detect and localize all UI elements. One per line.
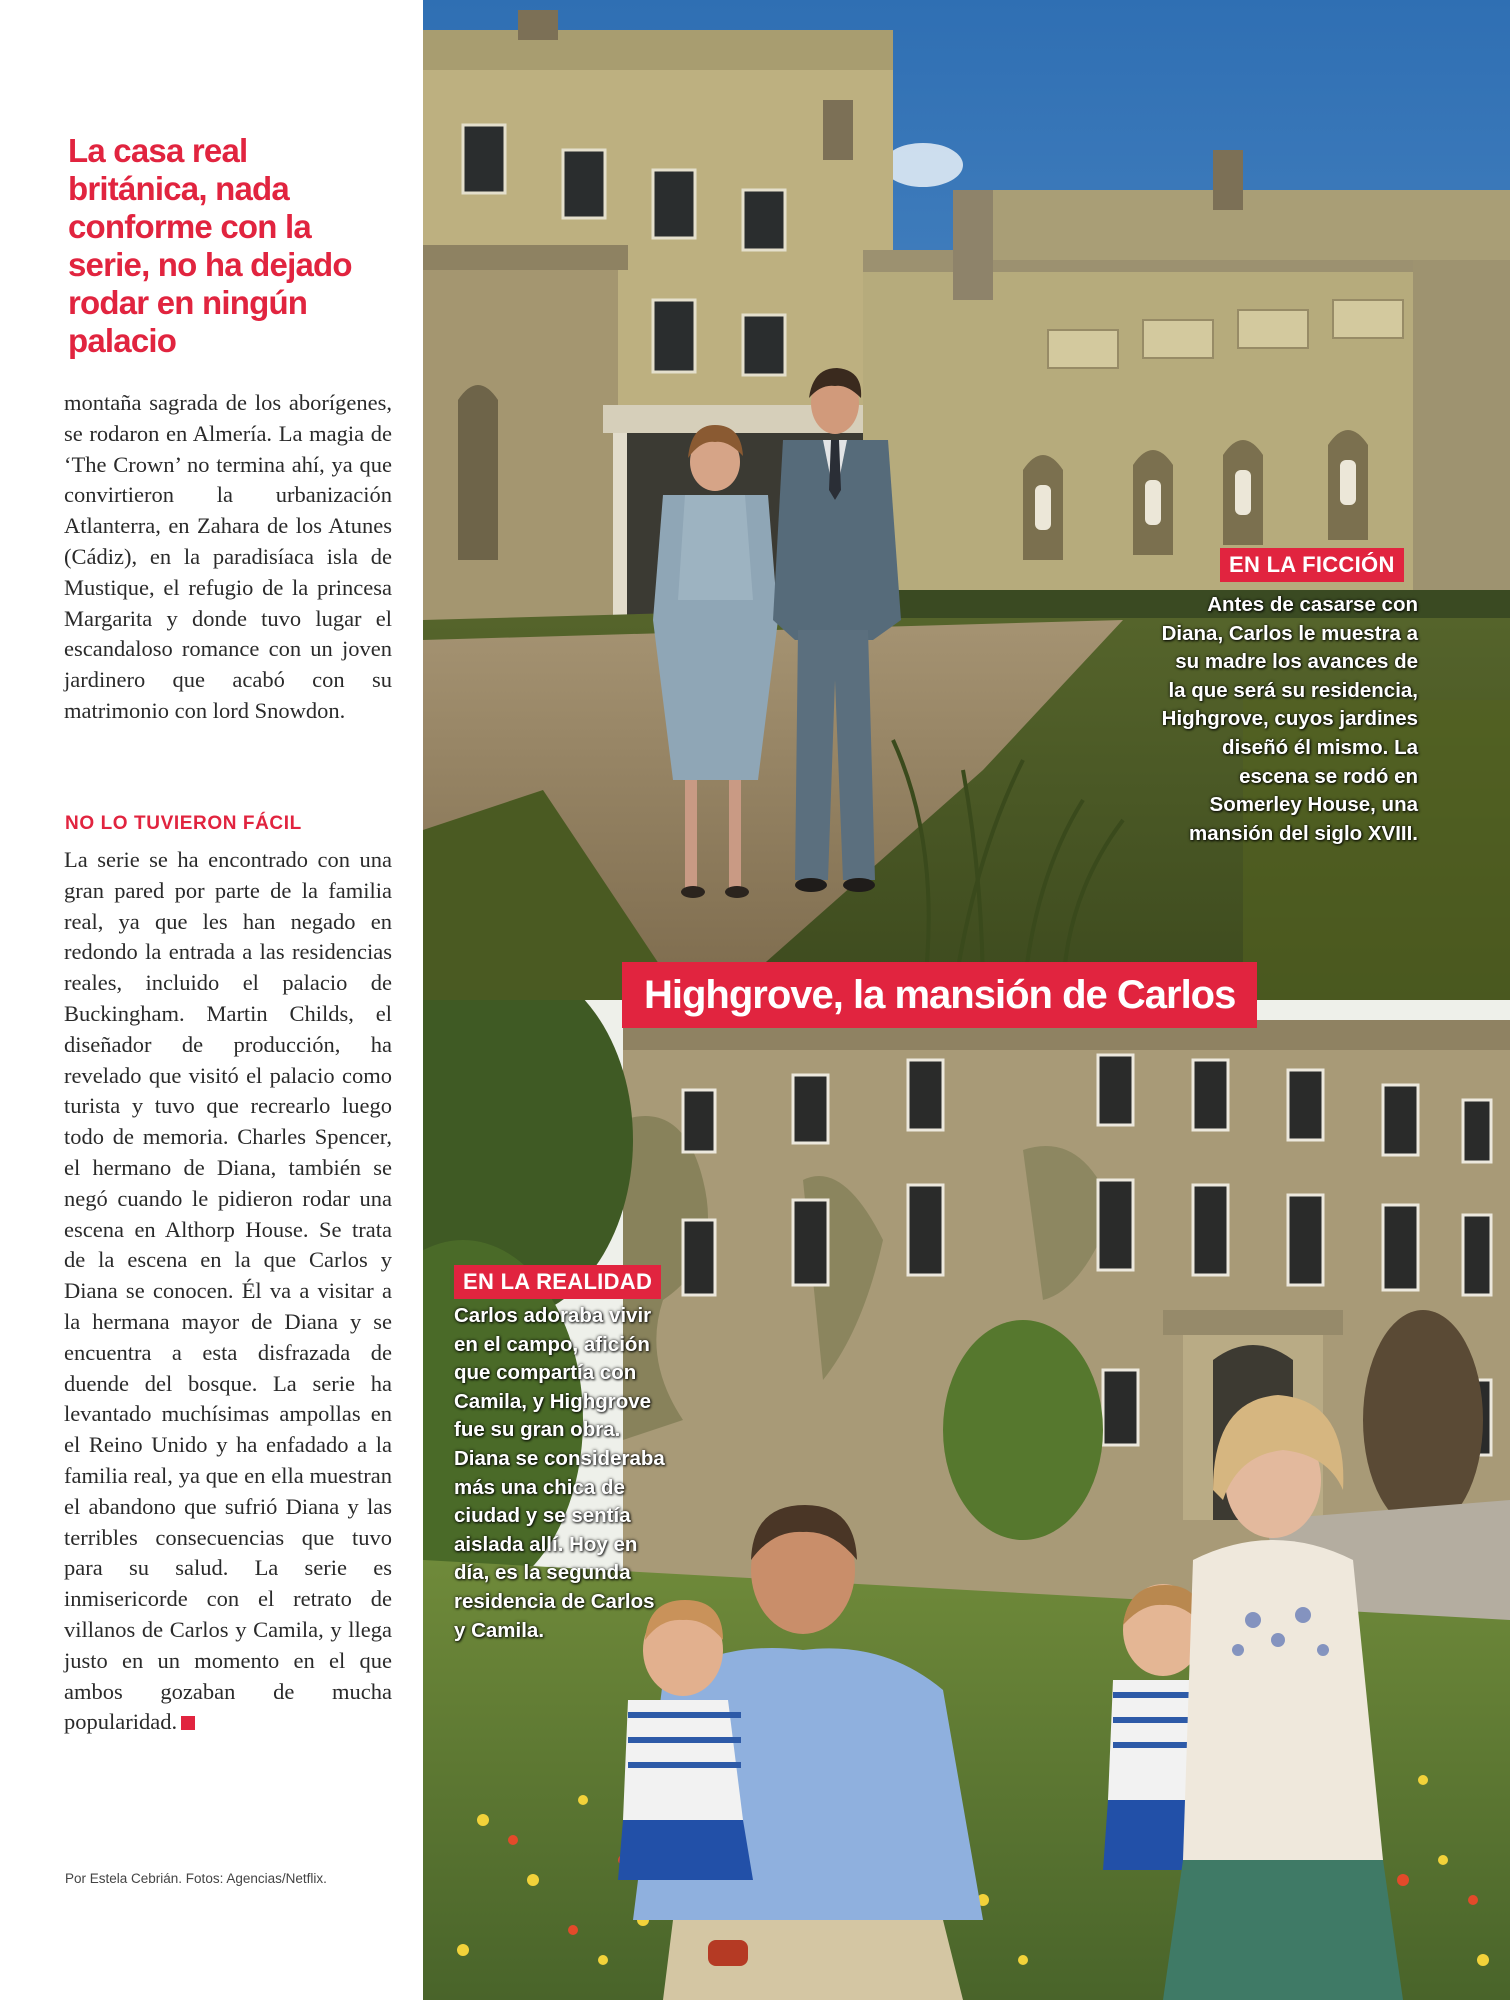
fiction-caption-label: EN LA FICCIÓN: [1220, 548, 1404, 582]
reality-caption-label: EN LA REALIDAD: [454, 1265, 661, 1299]
pull-quote: La casa real británica, nada conforme con la serie, no ha dejado rodar en ningún palacio: [68, 132, 352, 359]
article-paragraph-2: [64, 845, 392, 1738]
fiction-caption-text: Antes de casarse con Diana, Carlos le muestra a su madre los avances de la que será su residencia, Highgrove, cuyos jardines diseñó él mismo. La escena se rodó en Somerley House, una mansión del siglo XVIII.: [1161, 593, 1418, 845]
photo-credit: Por Estela Cebrián. Fotos: Agencias/Netflix.: [65, 1871, 327, 1886]
fiction-scene-photo: [423, 0, 1510, 1000]
section-banner-title: Highgrove, la mansión de Carlos: [622, 962, 1257, 1028]
end-mark-icon: [181, 1716, 195, 1730]
article-paragraph-2-text: La serie se ha encontrado con una gran pared por parte de la familia real, ya que les han negado en redondo la entrada a las residencias reales, incluido el palacio de Buckingham. Martin Childs, el diseñador de producción, ha revelado que visitó el palacio como turista y tuvo que recrearlo luego todo de memoria. Charles Spencer, el hermano de Diana, también se negó cuando le pidieron rodar una escena en Althorp House. Se trata de la escena en la que Carlos y Diana se conocen. Él va a visitar a la hermana mayor de Diana y se encuentra a esta disfrazada de duende del bosque. La serie ha levantado muchísimas ampollas en el Reino Unido y ha enfadado a la familia real, ya que en ella muestran el abandono que sufrió Diana y las terribles consecuencias que tuvo para su salud. La serie es inmisericorde con el retrato de villanos de Carlos y Camila, y llega justo en un momento en el que ambos gozaban de mucha popularidad.: [64, 847, 392, 1735]
article-subheading: NO LO TUVIERON FÁCIL: [65, 813, 302, 834]
article-paragraph-1: montaña sagrada de los aborígenes, se rodaron en Almería. La magia de ‘The Crown’ no termina ahí, ya que convirtieron la urbanización Atlanterra, en Zahara de los Atunes (Cádiz), en la paradisíaca isla de Mustique, el refugio de la princesa Margarita y donde tuvo lugar el escandaloso romance con un joven jardinero que acabó con su matrimonio con lord Snowdon.: [64, 390, 392, 723]
article-column: [60, 0, 392, 2000]
reality-caption-text: Carlos adoraba vivir en el campo, afición que compartía con Camila, y Highgrove fue su gran obra. Diana se consideraba más una chica de ciudad y se sentía aislada allí. Hoy en día, es la segunda residencia de Carlos y Camila.: [454, 1304, 665, 1642]
